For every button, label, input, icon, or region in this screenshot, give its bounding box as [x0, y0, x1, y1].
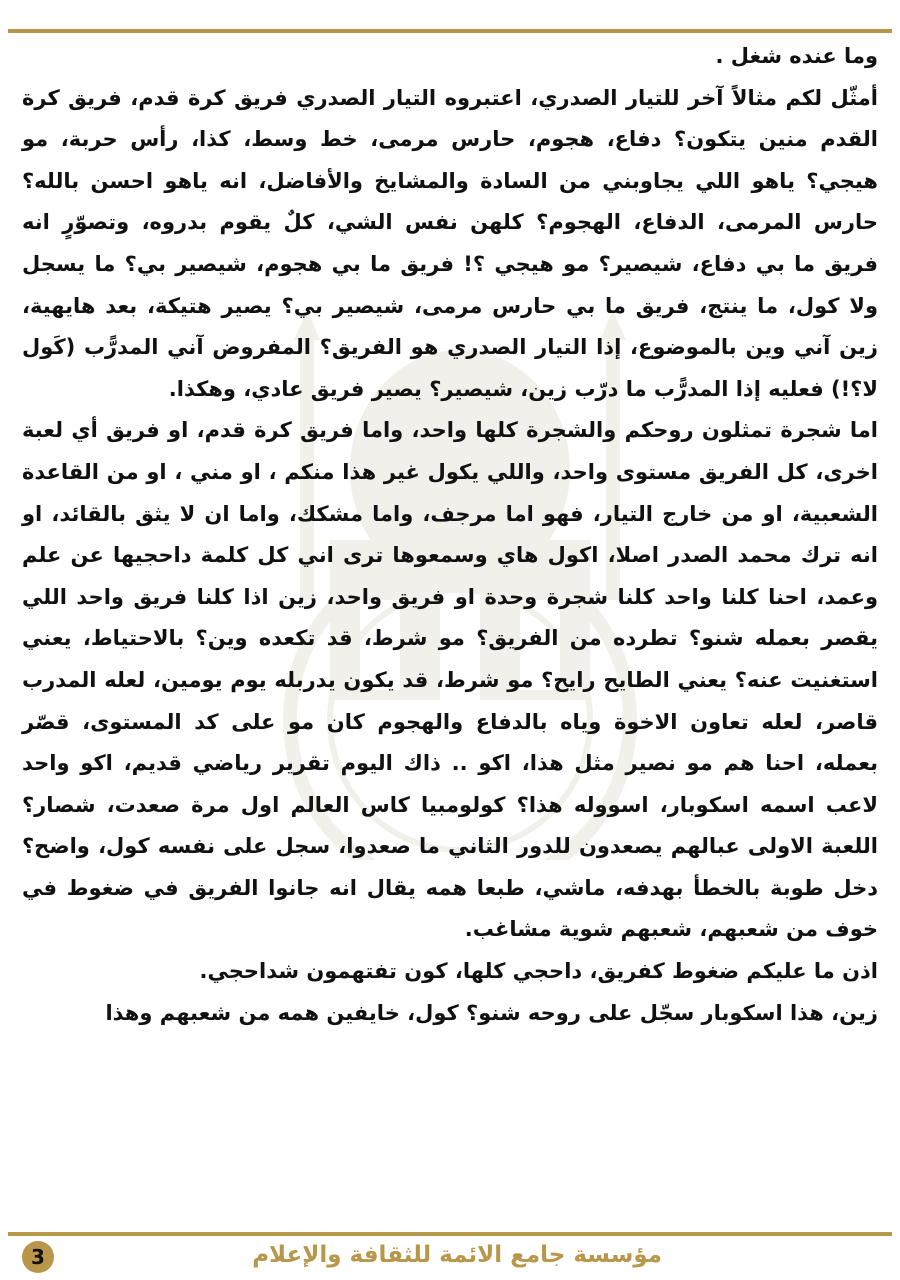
paragraph-2: أمثّل لكم مثالاً آخر للتيار الصدري، اعتبروه التيار الصدري فريق كرة قدم، فريق كرة القدم منين يتكون؟ دفاع، هجوم، حارس مرمى، خط وسط، كذا، رأس حربة، مو هيجي؟ ياهو اللي يجاوبني من السادة والمشايخ والأفاضل، انه ياهو احسن بالله؟ حارس المرمى، الدفاع، الهجوم؟ كلهن نفس الشي، كلٌ يقوم بدروه، وتصوّرٍ انه فريق ما بي دفاع، شيصير؟ مو هيجي ؟! فريق ما بي هجوم، شيصير بي؟ ما يسجل ولا كول، ما ينتج، فريق ما بي حارس مرمى، شيصير بي؟ يصير هتيكة، بعد هايهية، زين آني وين بالموضوع، إذا التيار الصدري هو الفريق؟ المفروض آني المدرًّب (كَول لا؟!) فعليه إذا المدرًّب ما درّب زين، شيصير؟ يصير فريق عادي، وهكذا. — [22, 85, 878, 401]
body-text — [22, 36, 878, 1034]
paragraph-4: اذن ما عليكم ضغوط كفريق، داحجي كلها، كون تفتهمون شداحجي. — [199, 959, 878, 984]
page-number-badge: 3 — [22, 1241, 54, 1273]
page-footer — [8, 1238, 892, 1276]
top-rule — [8, 29, 892, 33]
paragraph-1: وما عنده شغل . — [715, 44, 878, 68]
paragraph-3: اما شجرة تمثلون روحكم والشجرة كلها واحد، واما فريق كرة قدم، او فريق أي لعبة اخرى، كل الفريق مستوى واحد، واللي يكول غير هذا منكم ، او مني ، او من القاعدة الشعبية، او من خارج التيار، فهو اما مرجف، واما مشكك، واما ان لا يثق بالقائد، او انه ترك محمد الصدر اصلا، اكول هاي وسمعوها ترى اني كل كلمة داحجيها عن علم وعمد، احنا كلنا واحد كلنا شجرة وحدة او فريق واحد، زين اذا كلنا فريق واحد اللي يقصر بعمله شنو؟ تطرده من الفريق؟ مو شرط، قد تكعده وين؟ بالاحتياط، يعني استغنيت عنه؟ يعني الطايح رايح؟ مو شرط، قد يكون يدربله يوم يومين، لعله المدرب قاصر، لعله تعاون الاخوة وياه بالدفاع والهجوم كان مو على كد المستوى، قصّر بعمله، احنا هم مو نصير مثل هذا، اكو .. ذاك اليوم تقرير رياضي قديم، اكو واحد لاعب اسمه اسكوبار، اسووله هذا؟ كولومبيا كاس العالم اول مرة صعدت، شصار؟ اللعبة الاولى عبالهم يصعدون للدور الثاني ما صعدوا، سجل على نفسه كول، واضح؟ دخل طوبة بالخطأ بهدفه، ماشي، طبعا همه يقال انه جانوا الفريق في ضغوط في خوف من شعبهم، شعبهم شوية مشاغب. — [22, 418, 878, 942]
bottom-rule — [8, 1232, 892, 1236]
publisher-name: مؤسسة جامع الائمة للثقافة والإعلام — [252, 1242, 662, 1268]
paragraph-5: زين، هذا اسكوبار سجّل على روحه شنو؟ كول، خايفين همه من شعبهم وهذا — [105, 1000, 878, 1025]
